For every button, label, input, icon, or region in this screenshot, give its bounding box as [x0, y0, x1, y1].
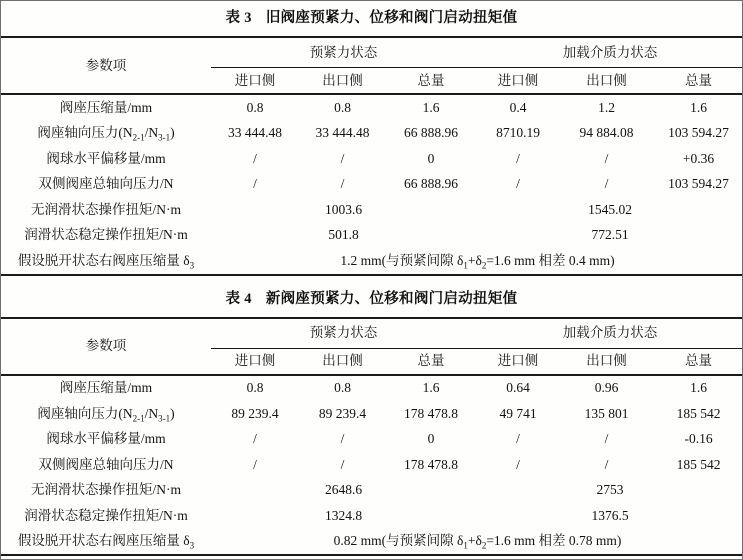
param-label: 润滑状态稳定操作扭矩/N·m	[24, 507, 188, 523]
value-cell: /	[253, 176, 257, 192]
param-label: 无润滑状态操作扭矩/N·m	[31, 201, 181, 217]
table3-caption	[1, 8, 742, 29]
table4	[1, 317, 743, 557]
value-cell: 0.8	[334, 380, 351, 396]
subscript: 2	[481, 541, 487, 552]
value-cell: 2753	[596, 482, 624, 498]
value-cell: /	[340, 150, 345, 166]
total-header: 总量	[386, 68, 476, 95]
subscript: 1	[463, 260, 468, 271]
text-segment: =1.6 mm 相差 0.4 mm)	[486, 252, 615, 268]
param-label	[1, 248, 211, 275]
outlet-side-header: 出口侧	[299, 68, 386, 95]
text-segment: N	[148, 405, 159, 421]
param-label: 阀球水平偏移量/mm	[46, 431, 166, 447]
table-row	[1, 452, 743, 478]
text-segment: =1.6 mm 相差 0.78 mm)	[486, 533, 622, 549]
inlet-side-header: 进口侧	[476, 68, 560, 95]
table3-header-group-row	[1, 37, 743, 68]
subscript: 2-1	[132, 133, 145, 144]
inlet-side-header: 进口侧	[211, 348, 299, 375]
preload-state-group-header: 预紧力状态	[211, 318, 476, 349]
subscript: 3-1	[158, 133, 171, 144]
value-cell: /	[340, 456, 345, 472]
value-cell: 94 884.08	[579, 125, 634, 141]
value-cell: 501.8	[328, 227, 359, 243]
text-segment: +δ	[467, 252, 482, 268]
total-header: 总量	[653, 348, 743, 375]
table-row	[1, 94, 743, 121]
value-cell	[211, 248, 743, 275]
value-cell: 2648.6	[324, 482, 363, 498]
text-segment: 1.2 mm(与预紧间隙 δ	[340, 252, 464, 268]
value-cell: 1.6	[422, 380, 440, 396]
table4-caption	[1, 289, 742, 310]
value-cell: /	[516, 176, 520, 192]
value-cell: /	[253, 431, 257, 447]
subscript: 2-1	[132, 413, 145, 424]
total-header: 总量	[653, 68, 743, 95]
outlet-side-header: 出口侧	[560, 348, 653, 375]
param-label: 润滑状态稳定操作扭矩/N·m	[24, 227, 188, 243]
value-cell: 1545.02	[588, 201, 632, 217]
subscript: 1	[463, 541, 468, 552]
table4-header-group-row	[1, 318, 743, 349]
value-cell: 1.6	[422, 99, 440, 115]
preload-state-group-header: 预紧力状态	[211, 37, 476, 68]
text-segment: N	[122, 125, 133, 141]
table3	[1, 36, 743, 276]
value-cell: 89 239.4	[231, 405, 279, 421]
value-cell: 0.8	[246, 99, 264, 115]
subscript: 3-1	[158, 413, 171, 424]
value-cell: /	[516, 431, 520, 447]
subscript: 2	[481, 260, 487, 271]
table-row	[1, 223, 743, 249]
value-cell: /	[604, 176, 609, 192]
value-cell: 103 594.27	[668, 176, 729, 192]
table3-caption-number: 表 3	[225, 10, 252, 26]
table-row	[1, 427, 743, 453]
value-cell: 33 444.48	[315, 125, 370, 141]
inlet-side-header: 进口侧	[476, 348, 560, 375]
table-row	[1, 503, 743, 529]
value-cell: 1.6	[690, 99, 707, 115]
table-row	[1, 401, 743, 427]
text-segment: +δ	[467, 533, 482, 549]
value-cell: +0.36	[682, 150, 715, 166]
value-cell: 178 478.8	[404, 456, 458, 472]
value-cell: 178 478.8	[404, 405, 458, 421]
total-header: 总量	[386, 348, 476, 375]
table4-caption-number: 表 4	[225, 290, 252, 307]
table-row	[1, 248, 743, 275]
param-column-header: 参数项	[1, 318, 211, 375]
param-label: 双侧阀座总轴向压力/N	[38, 456, 174, 472]
text-segment: /	[144, 405, 149, 421]
text-segment: 假设脱开状态右阀座压缩量 δ	[17, 533, 190, 549]
param-label	[1, 401, 211, 427]
table4-caption-title: 新阀座预紧力、位移和阀门启动扭矩值	[265, 290, 518, 307]
value-cell: 772.51	[591, 227, 629, 243]
medium-force-state-group-header: 加载介质力状态	[476, 318, 743, 349]
value-cell: 0.8	[246, 380, 264, 396]
value-cell: 66 888.96	[404, 176, 458, 192]
value-cell: /	[253, 456, 257, 472]
value-cell: /	[253, 150, 257, 166]
text-segment: N	[122, 405, 133, 421]
value-cell: 66 888.96	[404, 125, 458, 141]
text-segment: 阀座轴向压力(	[37, 405, 123, 421]
value-cell	[211, 529, 743, 556]
value-cell: 185 542	[676, 405, 721, 421]
outlet-side-header: 出口侧	[299, 348, 386, 375]
table3-caption-title: 旧阀座预紧力、位移和阀门启动扭矩值	[265, 10, 518, 26]
table-row	[1, 146, 743, 172]
value-cell: /	[340, 431, 345, 447]
text-segment: 0.82 mm(与预紧间隙 δ	[333, 533, 464, 549]
param-label: 无润滑状态操作扭矩/N·m	[31, 482, 181, 498]
value-cell: 1.6	[690, 380, 707, 396]
value-cell: 1.2	[598, 99, 615, 115]
value-cell: 103 594.27	[668, 125, 729, 141]
table-row	[1, 197, 743, 223]
value-cell: 49 741	[499, 405, 537, 421]
value-cell: 135 801	[584, 405, 629, 421]
param-label: 双侧阀座总轴向压力/N	[38, 176, 174, 192]
value-cell: 0	[427, 150, 435, 166]
text-segment: 阀座轴向压力(	[37, 125, 123, 141]
param-label: 阀座压缩量/mm	[59, 99, 153, 115]
value-cell: 0.64	[506, 380, 530, 396]
value-cell: /	[604, 456, 609, 472]
table-row	[1, 478, 743, 504]
subscript: 3	[189, 260, 195, 271]
value-cell: 0.4	[509, 99, 527, 115]
value-cell: 1376.5	[591, 507, 629, 523]
param-label	[1, 529, 211, 556]
value-cell: 0.96	[594, 380, 619, 396]
param-label: 阀球水平偏移量/mm	[46, 150, 166, 166]
value-cell: 89 239.4	[318, 405, 367, 421]
value-cell: /	[604, 431, 609, 447]
value-cell: /	[340, 176, 345, 192]
table-row	[1, 121, 743, 147]
value-cell: 0	[427, 431, 435, 447]
param-label	[1, 121, 211, 147]
value-cell: 1324.8	[324, 507, 363, 523]
table-row	[1, 375, 743, 402]
value-cell: /	[516, 456, 520, 472]
param-label: 阀座压缩量/mm	[59, 380, 153, 396]
table-row	[1, 172, 743, 198]
value-cell: 8710.19	[496, 125, 540, 141]
value-cell: /	[604, 150, 609, 166]
medium-force-state-group-header: 加载介质力状态	[476, 37, 743, 68]
value-cell: /	[516, 150, 520, 166]
text-segment: )	[170, 405, 175, 421]
table3-body	[1, 94, 743, 275]
inlet-side-header: 进口侧	[211, 68, 299, 95]
text-segment: 假设脱开状态右阀座压缩量 δ	[17, 252, 190, 268]
value-cell: 185 542	[676, 456, 721, 472]
text-segment: /	[144, 125, 149, 141]
table-row	[1, 529, 743, 556]
text-segment: N	[148, 125, 159, 141]
subscript: 3	[189, 541, 195, 552]
outlet-side-header: 出口侧	[560, 68, 653, 95]
value-cell: 33 444.48	[228, 125, 282, 141]
value-cell: 1003.6	[324, 201, 363, 217]
param-column-header: 参数项	[1, 37, 211, 94]
table4-body	[1, 375, 743, 556]
text-segment: )	[170, 125, 175, 141]
value-cell: -0.16	[684, 431, 713, 447]
value-cell: 0.8	[334, 99, 351, 115]
